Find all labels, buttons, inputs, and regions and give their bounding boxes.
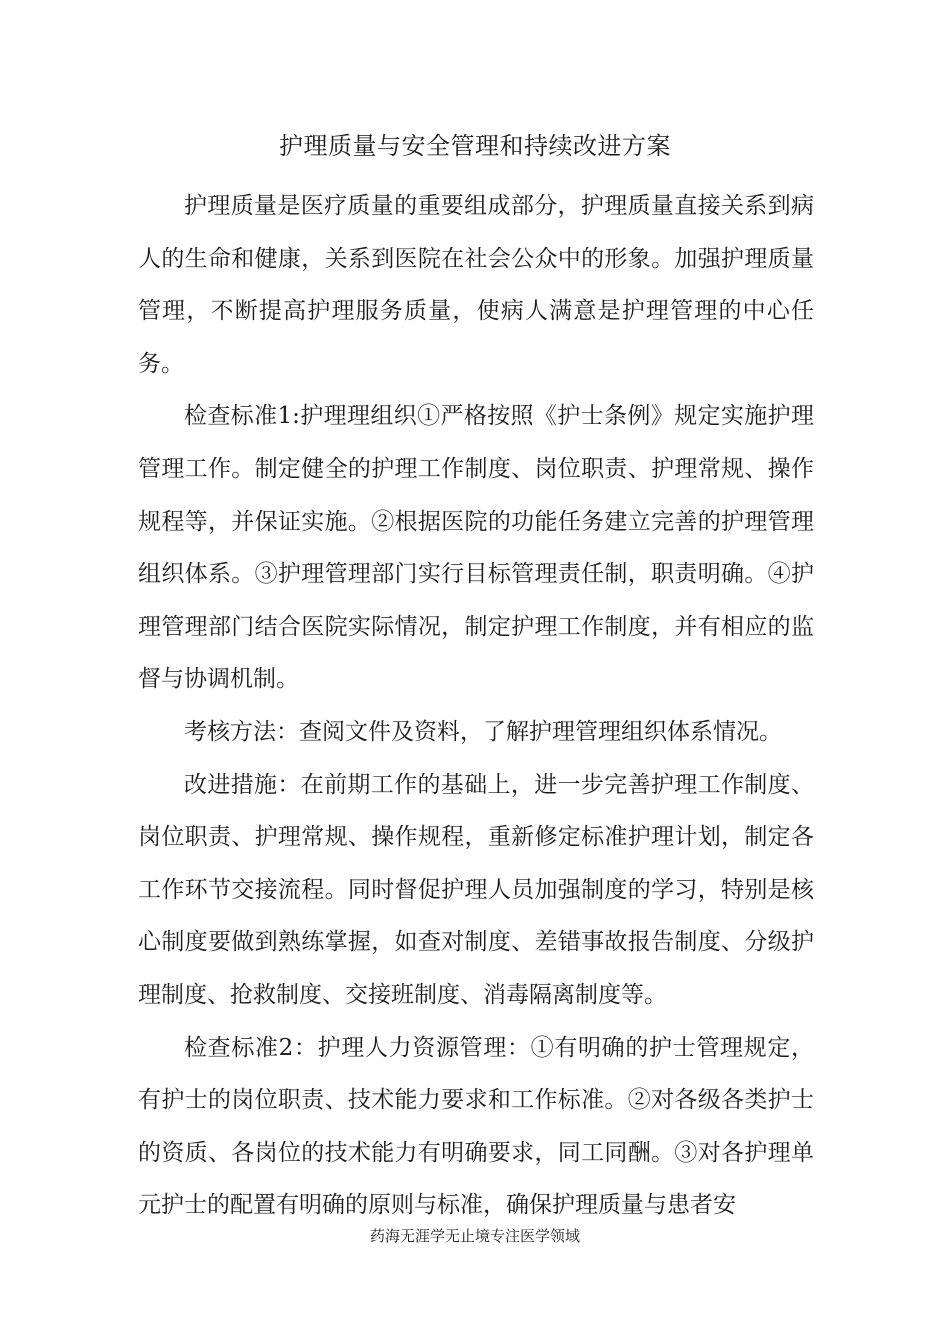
document-body <box>138 180 814 1232</box>
paragraph-standard-1: 检查标准1:护理理组织①严格按照《护士条例》规定实施护理管理工作。制定健全的护理工作制度、岗位职责、护理常规、操作规程等，并保证实施。②根据医院的功能任务建立完善的护理管理组织体系。③护理管理部门实行目标管理责任制，职责明确。④护理管理部门结合医院实际情况，制定护理工作制度，并有相应的监督与协调机制。 <box>138 403 814 693</box>
page-footer: 药海无涯学无止境专注医学领域 <box>369 1227 580 1245</box>
paragraph-intro: 护理质量是医疗质量的重要组成部分，护理质量直接关系到病人的生命和健康，关系到医院在社会公众中的形象。加强护理质量管理，不断提高护理服务质量，使病人满意是护理管理的中心任务。 <box>138 193 814 377</box>
paragraph-assessment-method: 考核方法：查阅文件及资料，了解护理管理组织体系情况。 <box>184 718 782 745</box>
paragraph-standard-2: 检查标准2：护理人力资源管理：①有明确的护士管理规定，有护士的岗位职责、技术能力要求和工作标准。②对各级各类护士的资质、各岗位的技术能力有明确要求，同工同酬。③对各护理单元护士的配置有明确的原则与标准，确保护理质量与患者安 <box>138 1034 814 1219</box>
document-title: 护理质量与安全管理和持续改进方案 <box>279 132 671 160</box>
paragraph-improvement-measures: 改进措施：在前期工作的基础上，进一步完善护理工作制度、岗位职责、护理常规、操作规程，重新修定标准护理计划，制定各工作环节交接流程。同时督促护理人员加强制度的学习，特别是核心制度要做到熟练掌握，如查对制度、差错事故报告制度、分级护理制度、抢救制度、交接班制度、消毒隔离制度等。 <box>138 771 814 1008</box>
